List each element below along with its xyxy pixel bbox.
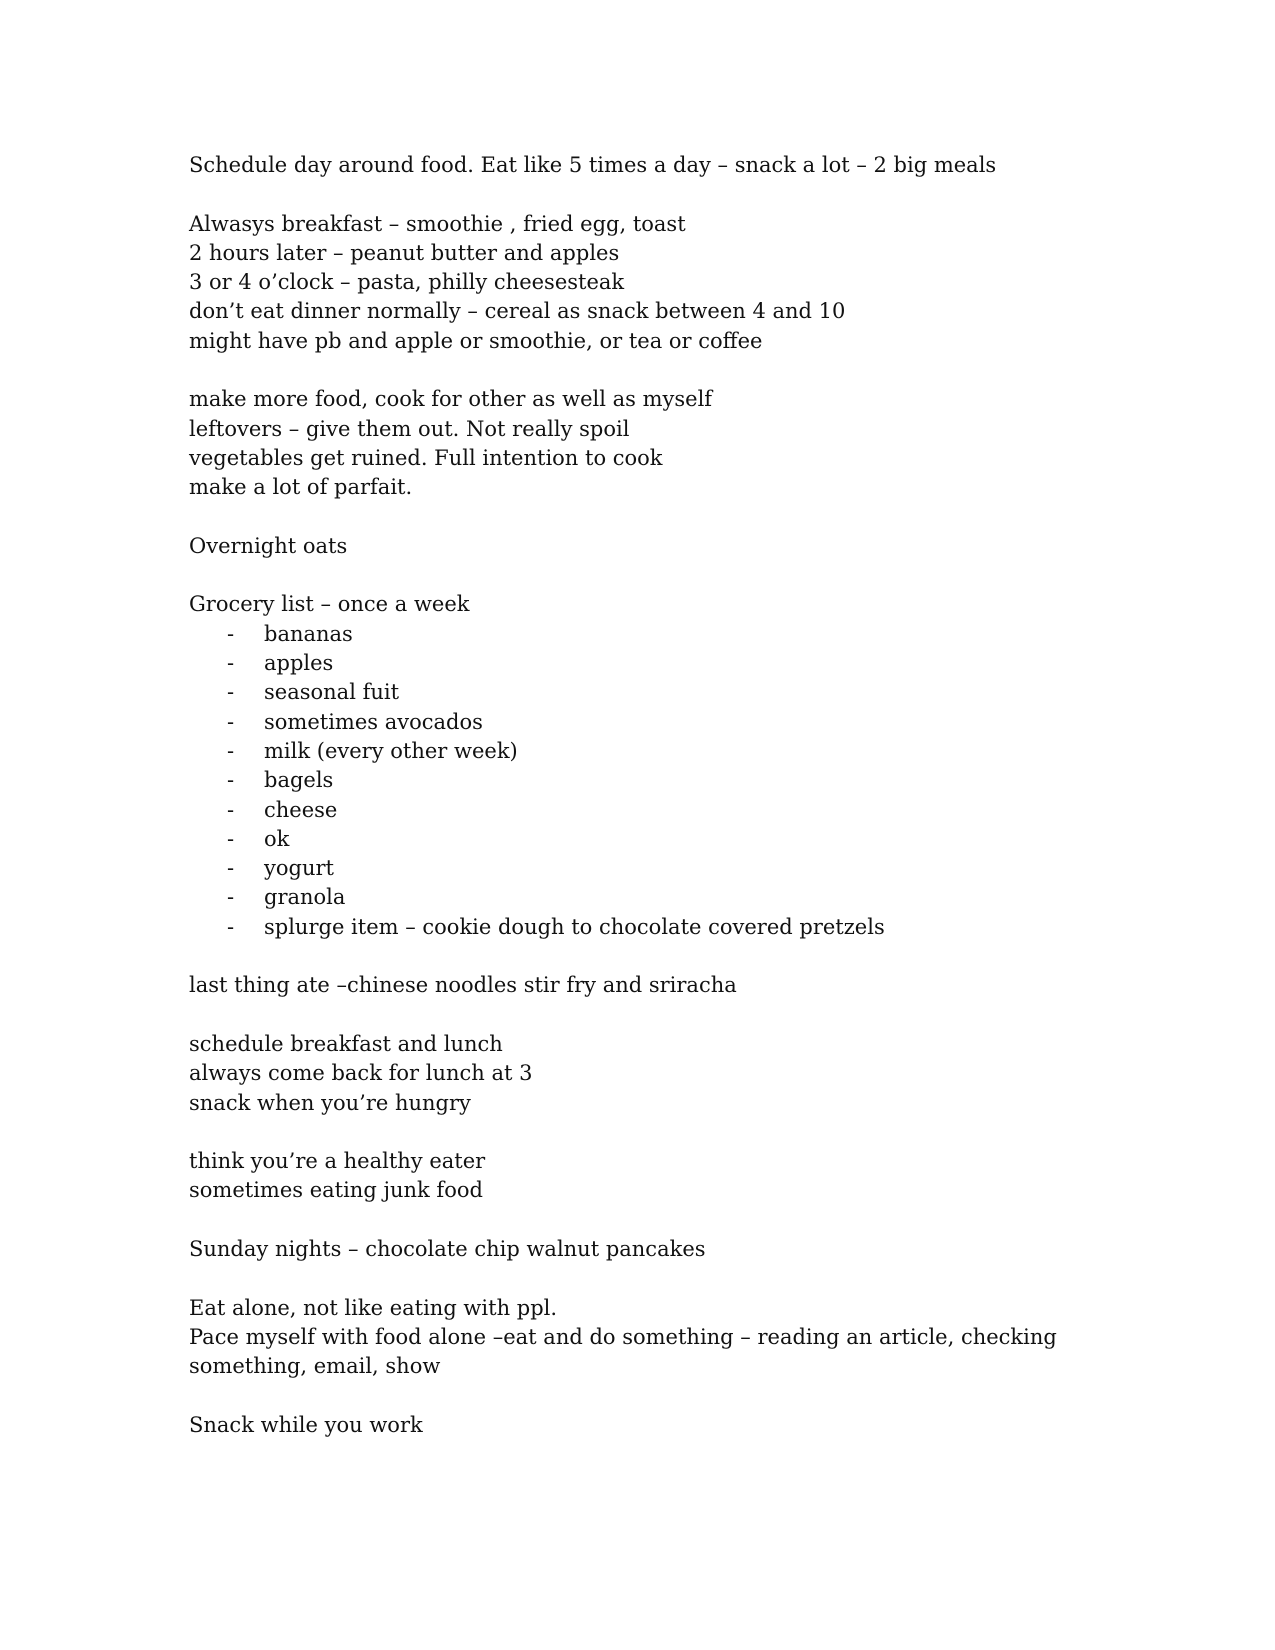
text-line: 3 or 4 o’clock – pasta, philly cheesesteak [189, 270, 625, 295]
bullet-dash: - [227, 680, 235, 705]
text-line: always come back for lunch at 3 [189, 1061, 533, 1086]
list-item-text: sometimes avocados [264, 709, 483, 734]
text-line: snack when you’re hungry [189, 1090, 471, 1115]
paragraph-oats [189, 532, 1089, 561]
list-item [189, 883, 1089, 912]
text-line: don’t eat dinner normally – cereal as snack between 4 and 10 [189, 299, 846, 324]
paragraph-last-meal [189, 971, 1089, 1000]
text-line: last thing ate –chinese noodles stir fry and sriracha [189, 973, 737, 998]
grocery-heading: Grocery list – once a week [189, 592, 470, 617]
grocery-list [189, 620, 1089, 942]
paragraph-daily-meals [189, 210, 1089, 356]
bullet-dash: - [227, 651, 235, 676]
bullet-dash: - [227, 621, 235, 646]
bullet-dash: - [227, 768, 235, 793]
document-body [189, 151, 1089, 1469]
list-item-text: seasonal fuit [264, 680, 400, 705]
list-item-text: bagels [264, 768, 334, 793]
bullet-dash: - [227, 826, 235, 851]
list-item [189, 737, 1089, 766]
text-line: Alwasys breakfast – smoothie , fried egg, toast [189, 211, 686, 236]
bullet-dash: - [227, 797, 235, 822]
text-line: make more food, cook for other as well as myself [189, 387, 713, 412]
text-line: Overnight oats [189, 533, 348, 558]
list-item [189, 708, 1089, 737]
paragraph-eat-alone [189, 1294, 1089, 1382]
text-line: make a lot of parfait. [189, 475, 413, 500]
bullet-dash: - [227, 709, 235, 734]
bullet-dash: - [227, 885, 235, 910]
text-line: leftovers – give them out. Not really spoil [189, 416, 630, 441]
text-line: Schedule day around food. Eat like 5 times a day – snack a lot – 2 big meals [189, 153, 997, 177]
bullet-dash: - [227, 738, 235, 763]
bullet-dash: - [227, 914, 235, 939]
paragraph-healthy [189, 1147, 1089, 1206]
list-item-text: granola [264, 885, 346, 910]
list-item-text: apples [264, 651, 334, 676]
paragraph-schedule [189, 151, 1089, 180]
list-item [189, 825, 1089, 854]
list-item-text: cheese [264, 797, 338, 822]
text-line: Sunday nights – chocolate chip walnut pancakes [189, 1236, 706, 1261]
text-line: 2 hours later – peanut butter and apples [189, 240, 620, 265]
list-item-text: milk (every other week) [264, 738, 518, 763]
paragraph-snack-work [189, 1411, 1089, 1440]
text-line: might have pb and apple or smoothie, or tea or coffee [189, 328, 763, 353]
list-item [189, 678, 1089, 707]
list-item-text: ok [264, 826, 290, 851]
paragraph-cooking [189, 385, 1089, 502]
list-item [189, 913, 1089, 942]
text-line: something, email, show [189, 1354, 441, 1379]
text-line: think you’re a healthy eater [189, 1149, 486, 1174]
text-line: schedule breakfast and lunch [189, 1031, 503, 1056]
list-item [189, 854, 1089, 883]
text-line: vegetables get ruined. Full intention to cook [189, 445, 663, 470]
list-item [189, 649, 1089, 678]
list-item-text: yogurt [264, 856, 334, 881]
text-line: Eat alone, not like eating with ppl. [189, 1295, 558, 1320]
text-line: Pace myself with food alone –eat and do something – reading an article, checking [189, 1324, 1057, 1349]
bullet-dash: - [227, 856, 235, 881]
list-item [189, 620, 1089, 649]
list-item [189, 766, 1089, 795]
text-line: Snack while you work [189, 1412, 423, 1437]
list-item-text: bananas [264, 621, 353, 646]
list-item [189, 796, 1089, 825]
text-line: sometimes eating junk food [189, 1178, 483, 1203]
list-item-text: splurge item – cookie dough to chocolate covered pretzels [264, 914, 885, 939]
grocery-section [189, 590, 1089, 942]
paragraph-sunday [189, 1235, 1089, 1264]
paragraph-schedule-meals [189, 1030, 1089, 1118]
